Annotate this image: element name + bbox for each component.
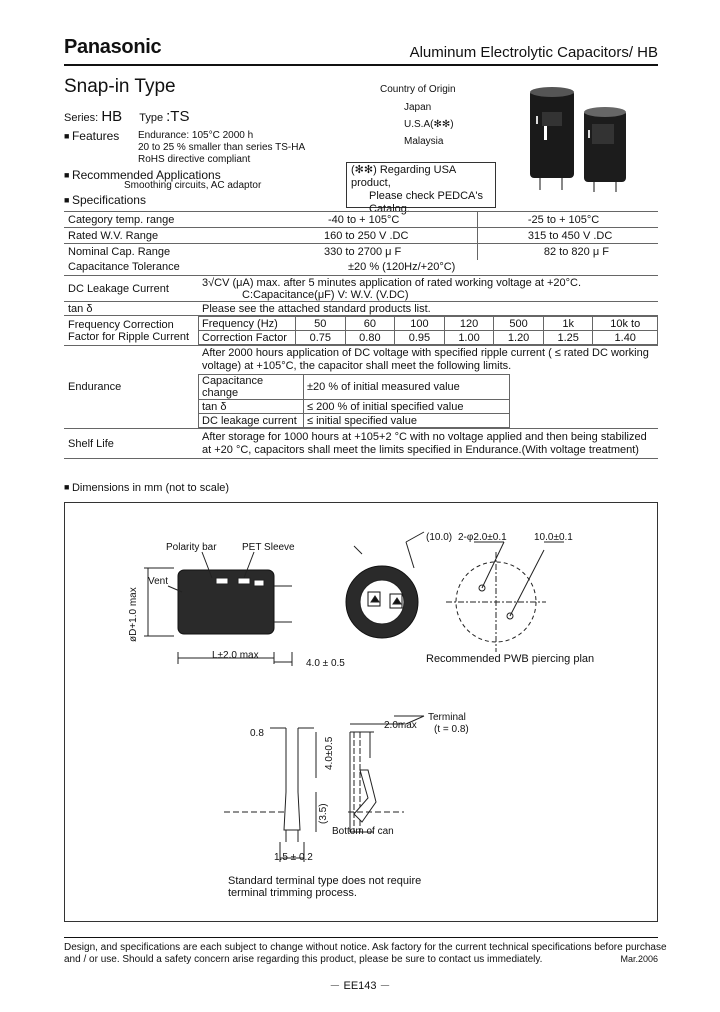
spec-row-leak: DC Leakage Current 3√CV (μA) max. after 5 minutes application of rated working voltage at +20°C. C:Capacitance(μF) V: W.V. (V.DC)	[64, 276, 658, 302]
spec-row-freq: Frequency Correction Factor for Ripple Current Frequency (Hz) 50 60 100 120 500 1k 10k to Correction Factor 0.75 0.80 0.95 1.00 1.20 1.25 1.40	[64, 316, 658, 346]
page-number: － EE143 －	[329, 980, 391, 992]
features-list: Endurance: 105°C 2000 h 20 to 25 % smaller than series TS-HA RoHS directive compliant	[138, 130, 306, 165]
type-value: :TS	[166, 108, 190, 125]
length-label: L±2.0 max	[212, 650, 259, 661]
terminal-label: Terminal	[428, 712, 466, 723]
spec-row-endurance: Endurance After 2000 hours application of DC voltage with specified ripple current ( ≤ rated DC working voltage) at +105°C, the capacitor shall meet the following limits. Capacitance change ±20 % of initial measured value tan δ ≤ 200 % of initial specified value DC leakage current ≤ initial specified value	[64, 346, 658, 429]
dimensions-drawing	[64, 502, 658, 922]
footer-rule	[64, 937, 658, 938]
type-title: Snap-in Type	[64, 76, 176, 97]
endurance-table: Capacitance change ±20 % of initial measured value tan δ ≤ 200 % of initial specified value DC leakage current ≤ initial specified value	[198, 374, 510, 428]
freq-table: Frequency (Hz) 50 60 100 120 500 1k 10k to Correction Factor 0.75 0.80 0.95 1.00 1.20 1.25 1.40	[198, 316, 658, 345]
sleeve-label: PET Sleeve	[242, 542, 295, 553]
spec-row-temp: Category temp. range -40 to + 105°C -25 to + 105°C	[64, 212, 658, 228]
doc-title: Aluminum Electrolytic Capacitors/ HB	[409, 44, 658, 61]
applications-text: Smoothing circuits, AC adaptor	[124, 180, 262, 191]
pwb-label: Recommended PWB piercing plan	[426, 653, 595, 665]
header-rule	[64, 64, 658, 66]
pitch2-label: 10.0±0.1	[534, 532, 573, 543]
usa-note-box: (✻✻) Regarding USA product, Please check PEDCA's Catalog.	[346, 162, 496, 208]
bottom-label: Bottom of can	[332, 826, 394, 837]
specifications-label: ■ Specifications	[64, 193, 146, 207]
footer-text: Design, and specifications are each subject to change without notice. Ask factory for the current technical specifications before purchase and / or use. Should a safety concern arise regarding this product, please be sure to contact us immediately.	[64, 942, 667, 965]
diameter-label: øD+1.0 max	[128, 587, 139, 642]
brand-logo: Panasonic	[64, 36, 162, 58]
footer-date: Mar.2006	[620, 954, 658, 964]
series-value: HB	[101, 108, 123, 125]
holes-label: 2-φ2.0±0.1	[458, 532, 507, 543]
dimensions-title: ■ Dimensions in mm (not to scale)	[64, 482, 229, 494]
h2-label: (3.5)	[318, 803, 329, 824]
features-label: ■ Features	[64, 129, 119, 143]
spec-table	[64, 211, 658, 459]
spec-row-tol: Capacitance Tolerance ±20 % (120Hz/+20°C)	[64, 260, 658, 276]
pitch1-label: (10.0)	[426, 532, 453, 543]
origin-list: Japan U.S.A(✻✻) Malaysia	[404, 102, 454, 147]
w1-label: 0.8	[250, 728, 264, 739]
std-note-2: terminal trimming process.	[228, 887, 357, 899]
terminal-t-label: (t = 0.8)	[434, 724, 469, 735]
series-label: Series: HB Type :TS	[64, 108, 190, 125]
spec-row-cap: Nominal Cap. Range 330 to 2700 μ F 82 to 820 μ F	[64, 244, 658, 260]
w2-label: 2.0max	[384, 720, 417, 731]
spec-row-shelf: Shelf Life After storage for 1000 hours at +105+2 °C with no voltage applied and then being stabilized at +20 °C, capacitors shall meet the limits specified in Endurance.(With voltage treatment)	[64, 429, 658, 459]
product-photo	[520, 86, 660, 196]
polarity-label: Polarity bar	[166, 542, 217, 553]
origin-title: Country of Origin	[380, 84, 456, 95]
std-note-1: Standard terminal type does not require	[228, 875, 422, 887]
pin-label: 1.5 ± 0.2	[274, 852, 313, 863]
spec-row-wv: Rated W.V. Range 160 to 250 V .DC 315 to 450 V .DC	[64, 228, 658, 244]
h1-label: 4.0±0.5	[324, 736, 335, 770]
lead-label: 4.0 ± 0.5	[306, 658, 345, 669]
applications-label: ■ Recommended Applications	[64, 168, 221, 182]
spec-row-tand: tan δ Please see the attached standard products list.	[64, 302, 658, 316]
vent-label: Vent	[148, 576, 169, 587]
